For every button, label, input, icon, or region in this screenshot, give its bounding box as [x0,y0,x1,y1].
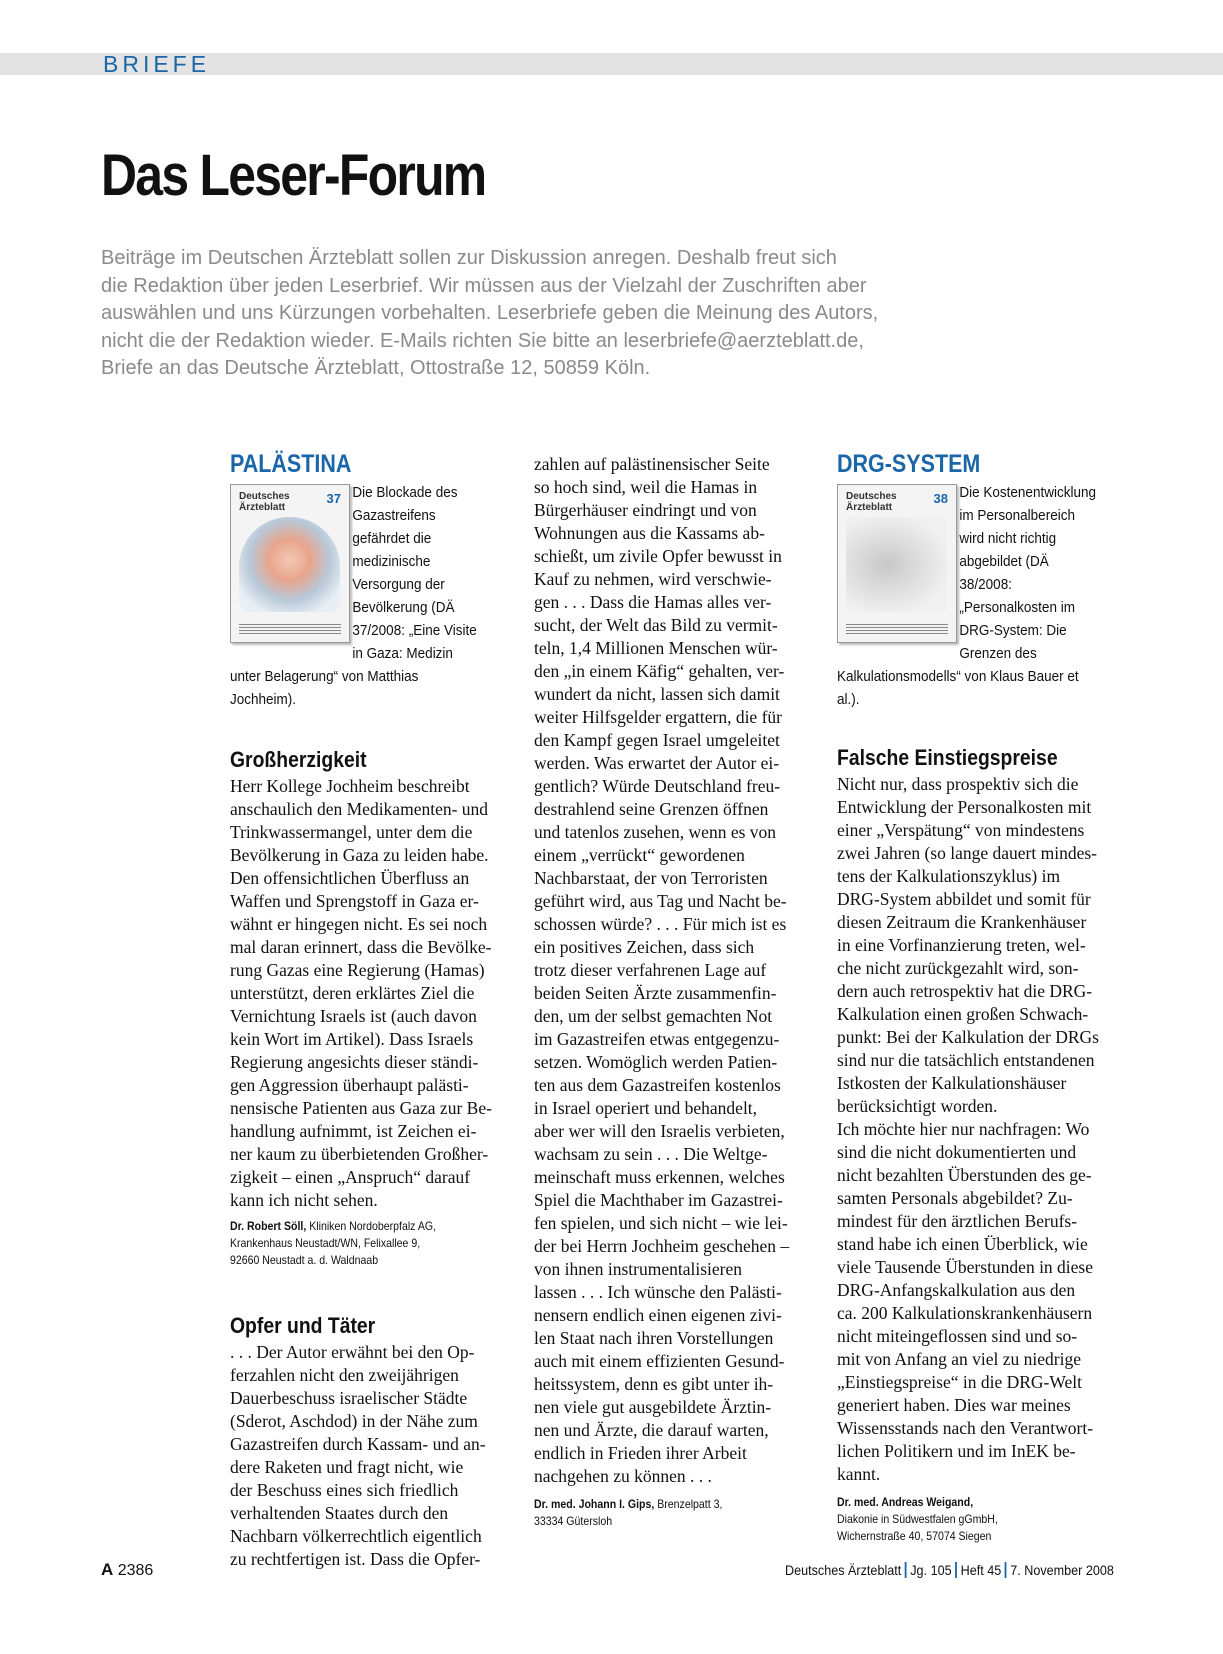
text-line: sucht, der Welt das Bild zu vermit- [534,615,778,635]
text-line: Dauerbeschuss israelischer Städte [230,1388,468,1408]
text-line: mindest für den ärztlichen Berufs- [837,1211,1078,1231]
text-line: gen . . . Dass die Hamas alles ver- [534,592,772,612]
text-line: „Einstiegspreise“ in die DRG-Welt [837,1372,1082,1392]
teaser-block [837,481,1127,711]
text-line: und tatenlos zusehen, wenn es von [534,822,777,842]
text-line: zahlen auf palästinensischer Seite [534,454,770,474]
text-line: zigkeit – einen „Anspruch“ darauf [230,1167,471,1187]
text-line: nicht miteingeflossen sind und so- [837,1326,1078,1346]
text-line: Ich möchte hier nur nachfragen: Wo [837,1119,1090,1139]
cover-brand: Deutsches Ärzteblatt [239,491,290,513]
text-line: nensern endlich einen eigenen zivi- [534,1305,782,1325]
letter-body [230,1341,515,1571]
text-line: che nicht zurückgezahlt wird, son- [837,958,1079,978]
text-line: kann ich nicht sehen. [230,1190,378,1210]
footer-separator [1005,1562,1007,1578]
text-line: meinschaft muss erkennen, welches [534,1167,785,1187]
text-line: einer „Verspätung“ von mindestens [837,820,1085,840]
text-line: Kauf zu nehmen, wird verschwie- [534,569,772,589]
letter-body [230,775,515,1212]
text-line: der bei Herrn Jochheim geschehen – [534,1236,790,1256]
column-3 [837,450,1127,1545]
text-line: der Beschuss eines sich friedlich [230,1480,459,1500]
letter-signature [837,1494,1092,1545]
signature-name: Dr. med. Johann I. Gips, [534,1497,655,1511]
signature-address: Brenzelpatt 3, [654,1497,723,1511]
text-line: ca. 200 Kalkulationskrankenhäusern [837,1303,1093,1323]
text-line: endlich in Frieden ihrer Arbeit [534,1443,747,1463]
text-line: einem „verrückt“ gewordenen [534,845,745,865]
teaser-block [230,481,515,711]
text-line: so hoch sind, weil die Hamas in [534,477,758,497]
text-line: werden. Was erwartet der Autor ei- [534,753,780,773]
text-line: tens der Kalkulationszyklus) im [837,866,1061,886]
intro-line: die Redaktion über jeden Leserbrief. Wir müssen aus der Vielzahl der Zuschriften aber [101,274,867,297]
text-line: nicht bezahlten Überstunden des ge- [837,1165,1092,1185]
text-line: zu rechtfertigen ist. Dass die Opfer- [230,1549,481,1569]
text-line: den Kampf gegen Israel umgeleitet [534,730,780,750]
text-line: von ihnen instrumentalisieren [534,1259,743,1279]
text-line: weiter Hilfsgelder ergattern, die für [534,707,782,727]
letter-body [837,773,1127,1486]
text-line: kein Wort im Artikel). Dass Israels [230,1029,474,1049]
text-line: teln, 1,4 Millionen Menschen wür- [534,638,778,658]
text-line: Spiel die Machthaber im Gazastrei- [534,1190,783,1210]
column-2 [534,453,819,1530]
text-line: zwei Jahren (so lange dauert mindes- [837,843,1097,863]
signature-line: 33334 Gütersloh [534,1514,613,1528]
intro-line: auswählen und uns Kürzungen vorbehalten. Leserbriefe geben die Meinung des Autors, [101,302,879,324]
footer-date: 7. November 2008 [1010,1562,1114,1578]
signature-line: Wichernstraße 40, 57074 Siegen [837,1529,992,1543]
letter-heading: Opfer und Täter [230,1313,376,1338]
letter-heading: Großherzigkeit [230,747,367,772]
footer-volume: Jg. 105 [910,1562,952,1578]
cover-issue-number: 38 [933,491,948,506]
text-line: wachsam zu sein . . . Die Weltge- [534,1144,768,1164]
letter-heading: Falsche Einstiegspreise [837,745,1058,770]
text-line: dern auch retrospektiv hat die DRG- [837,981,1093,1001]
text-line: Trinkwassermangel, unter dem die [230,822,473,842]
text-line: anschaulich den Medikamenten- und [230,799,489,819]
text-line: mit von Anfang an viel zu niedrige [837,1349,1081,1369]
text-line: . . . Der Autor erwähnt bei den Op- [230,1342,475,1362]
text-line: wähnt er hingegen nicht. Es sei noch [230,914,488,934]
text-line: ferzahlen nicht den zweijährigen [230,1365,459,1385]
text-line: Wissensstands nach den Verantwort- [837,1418,1094,1438]
letter-signature [230,1218,481,1269]
text-line: sind die nicht dokumentierten und [837,1142,1077,1162]
text-line: schossen würde? . . . Für mich ist es [534,914,787,934]
text-line: in Israel operiert und behandelt, [534,1098,758,1118]
text-line: sind nur die tatsächlich entstandenen [837,1050,1095,1070]
intro-text [101,245,1001,383]
text-line: Gazastreifen durch Kassam- und an- [230,1434,486,1454]
text-line: in eine Vorfinanzierung treten, wel- [837,935,1086,955]
letter-body-continued [534,453,819,1488]
text-line: diesen Zeitraum die Krankenhäuser [837,912,1087,932]
signature-line: Diakonie in Südwestfalen gGmbH, [837,1512,998,1526]
text-line: setzen. Womöglich werden Patien- [534,1052,778,1072]
text-line: fen spielen, und sich nicht – wie lei- [534,1213,788,1233]
text-line: wundert da nicht, lassen sich damit [534,684,780,704]
text-line: Regierung angesichts dieser ständi- [230,1052,479,1072]
text-line: DRG-System abbildet und somit für [837,889,1091,909]
topic-heading: PALÄSTINA [230,450,352,478]
text-line: Nicht nur, dass prospektiv sich die [837,774,1079,794]
teaser-text: Die Kostenentwicklung im Personalbereich wird nicht richtig abgebildet (DÄ 38/2008: „Personalkosten im DRG-System: Die Grenzen des Kalkulationsmodells“ von Klaus Bauer et al.). [837,484,1096,708]
column-1 [230,450,515,1571]
text-line: nen viele gut ausgebildete Ärztin- [534,1397,772,1417]
text-line: heitssystem, denn es gibt unter ih- [534,1374,774,1394]
footer-separator [905,1562,907,1578]
cover-issue-number: 37 [326,491,341,506]
signature-name: Dr. Robert Söll, [230,1219,307,1233]
page-number [101,1560,153,1580]
signature-name: Dr. med. Andreas Weigand, [837,1495,974,1509]
page-title: Das Leser-Forum [101,143,486,208]
text-line: berücksichtigt worden. [837,1096,998,1116]
text-line: kannt. [837,1464,881,1484]
signature-line: 92660 Neustadt a. d. Waldnaab [230,1253,379,1267]
text-line: lichen Politikern und im InEK be- [837,1441,1076,1461]
intro-line: nicht die der Redaktion wieder. E-Mails richten Sie bitte an leserbriefe@aerzteblatt.de, [101,329,864,352]
text-line: lassen . . . Ich wünsche den Palästi- [534,1282,782,1302]
teaser-text: Die Blockade des Gazastreifens gefährdet die medizinische Versorgung der Bevölkerung (DÄ 37/2008: „Eine Visite in Gaza: Medizin unter Belagerung“ von Matthias Jochheim). [230,484,477,708]
text-line: Herr Kollege Jochheim beschreibt [230,776,470,796]
text-line: punkt: Bei der Kalkulation der DRGs [837,1027,1099,1047]
text-line: Vernichtung Israels ist (auch davon [230,1006,477,1026]
text-line: Entwicklung der Personalkosten mit [837,797,1092,817]
text-line: unterstützt, deren erklärtes Ziel die [230,983,475,1003]
text-line: generiert haben. Dies war meines [837,1395,1071,1415]
text-line: Wohnungen aus die Kassams ab- [534,523,765,543]
text-line: Istkosten der Kalkulationshäuser [837,1073,1067,1093]
text-line: beiden Seiten Ärzte zusammenfin- [534,983,777,1003]
text-line: den, um der selbst gemachten Not [534,1006,773,1026]
letter-signature [534,1496,785,1530]
text-line: len Staat nach ihren Vorstellungen [534,1328,774,1348]
text-line: Nachbarn völkerrechtlich eigentlich [230,1526,482,1546]
text-line: destrahlend seine Grenzen öffnen [534,799,769,819]
text-line: (Sderot, Aschdod) in der Nähe zum [230,1411,478,1431]
section-label: BRIEFE [103,51,211,77]
text-line: im Gazastreifen etwas entgegenzu- [534,1029,780,1049]
text-line: rung Gazas eine Regierung (Hamas) [230,960,485,980]
text-line: Bevölkerung in Gaza zu leiden habe. [230,845,489,865]
text-line: Den offensichtlichen Überfluss an [230,868,470,888]
footer-issue: Heft 45 [960,1562,1002,1578]
signature-line: Krankenhaus Neustadt/WN, Felixallee 9, [230,1236,421,1250]
footer-separator [955,1562,957,1578]
intro-line: Beiträge im Deutschen Ärzteblatt sollen zur Diskussion anregen. Deshalb freut sich [101,247,837,269]
text-line: Kalkulation einen großen Schwach- [837,1004,1089,1024]
text-line: gentlich? Würde Deutschland freu- [534,776,781,796]
page-number-value: 2386 [117,1562,154,1579]
text-line: nachgehen zu können . . . [534,1466,712,1486]
text-line: Nachbarstaat, der von Terroristen [534,868,768,888]
text-line: nen und Ärzte, die darauf warten, [534,1420,769,1440]
text-line: Waffen und Sprengstoff in Gaza er- [230,891,479,911]
text-line: ner kaum zu überbietenden Großher- [230,1144,489,1164]
text-line: DRG-Anfangskalkulation aus den [837,1280,1076,1300]
text-line: Bürgerhäuser eindringt und von [534,500,757,520]
intro-line: Briefe an das Deutsche Ärzteblatt, Ottostraße 12, 50859 Köln. [101,357,651,379]
text-line: verhaltenden Staates durch den [230,1503,449,1523]
text-line: dere Raketen und fragt nicht, wie [230,1457,464,1477]
text-line: gen Aggression überhaupt palästi- [230,1075,469,1095]
signature-affiliation: Kliniken Nordoberpfalz AG, [306,1219,437,1233]
text-line: auch mit einem effizienten Gesund- [534,1351,785,1371]
text-line: ein positives Zeichen, dass sich [534,937,755,957]
text-line: geführt wird, aus Tag und Nacht be- [534,891,787,911]
text-line: mal daran erinnert, dass die Bevölke- [230,937,492,957]
text-line: schießt, um zivile Opfer bewusst in [534,546,782,566]
topic-heading: DRG-SYSTEM [837,450,981,478]
text-line: viele Tausende Überstunden in diese [837,1257,1094,1277]
text-line: stand habe ich einen Überblick, wie [837,1234,1088,1254]
text-line: handlung aufnimmt, ist Zeichen ei- [230,1121,477,1141]
cover-brand: Deutsches Ärzteblatt [846,491,897,513]
footer-journal: Deutsches Ärzteblatt [785,1562,902,1578]
text-line: trotz dieser verfahrenen Lage auf [534,960,767,980]
text-line: samten Personals abgebildet? Zu- [837,1188,1073,1208]
text-line: den „in einem Käfig“ gehalten, ver- [534,661,785,681]
page-prefix: A [101,1560,114,1579]
text-line: ten aus dem Gazastreifen kostenlos [534,1075,781,1095]
text-line: nensische Patienten aus Gaza zur Be- [230,1098,492,1118]
footer-citation [785,1562,1114,1578]
text-line: aber wer will den Israelis verbieten, [534,1121,785,1141]
